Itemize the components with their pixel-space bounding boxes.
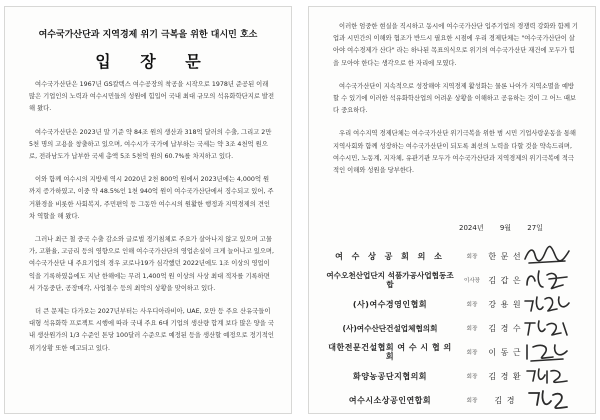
signatory-role: 회장 [466, 326, 478, 332]
signatory-org: 대한전문건설협회 여 수 시 협 의 회 [328, 343, 452, 361]
signatory-name: 김 경 수 [488, 323, 522, 333]
signatory-row [323, 269, 587, 291]
signatory-name: 김 갑 은 [488, 275, 522, 285]
signatory-row [323, 293, 587, 315]
statement-title: 입 장 문 [95, 52, 213, 71]
signatory-role: 회장 [466, 302, 478, 308]
signatory-role: 회장 [466, 254, 478, 260]
statement-page-right [308, 6, 596, 414]
signatory-org: 여수시소상공인연합회 [348, 395, 432, 405]
date-day: 27일 [527, 224, 543, 232]
statement-body-right [333, 21, 579, 188]
date-month: 9월 [499, 224, 512, 232]
signatory-row [323, 317, 587, 339]
signatory-name: 김 경 [494, 395, 516, 405]
signatory-role: 회장 [466, 374, 478, 380]
paragraph: 여수국가산단이 지속적으로 성장해야 지역경제 활성화는 물론 나아가 지역소멸을 예방할 수 있기에 이러한 석유화학산업의 어려운 상황을 이해하고 공유하는 것이 그 어느 때보다 중요하다. [333, 82, 576, 115]
signatory-name: 강 용 원 [488, 299, 522, 309]
signatory-row [323, 365, 587, 387]
signatory-org: (사)여수경영인협회 [352, 299, 428, 309]
signatory-org: 화양농공단지협의회 [352, 371, 428, 381]
signatory-name: 한 문 선 [488, 251, 522, 261]
paragraph: 여수국가산단은 2023년 말 기준 약 84조 원의 생산과 318억 달러의 수출, 그리고 2만 5천 명의 고용을 창출하고 있으며, 여수시가 국가에 납부하는 국세는 약 3조 4천억 원으로, 전라남도가 납부한 국세 총액 5조 5천억 원의 60.7%를 차지하고 있다. [29, 128, 272, 161]
signatory-role: 회장 [466, 350, 478, 356]
signatory-role: 회장 [466, 398, 478, 404]
paragraph: 우리 여수지역 경제단체는 여수국가산단 위기극복을 위한 범 시민 기업사랑운동을 통해 지역사회와 함께 성장하는 여수국가산단이 되도록 최선의 노력을 다할 것을 약속드리며, 여수시민, 노동계, 지자체, 유관기관 모두가 여수국가산단과 지역경제의 위기극복에 적극적인 이해와 성원을 당부한다. [333, 130, 576, 175]
signatory-name: 김 경 환 [488, 371, 522, 381]
paragraph: 이러한 엄중한 현실을 직시하고 동시에 여수국가산단 입주기업의 경쟁력 강화와 함께 기업과 시민간의 이해와 협조가 반드시 필요한 시점에 우리 경제단체는 "여수국가산단이 살아야 여수경제가 산다" 라는 하나된 목표의식으로 위기의 여수국가산단 재건에 모두가 힘을 모아야 한다는 생각으로 한 자리에 모였다. [333, 23, 578, 67]
signatory-org: 여 수 상 공 회 의 소 [335, 251, 445, 261]
paragraph: 더 큰 문제는 다가오는 2027년부터는 사우디아라비아, UAE, 오만 등 주요 산유국들이 대형 석유화학 프로젝트 시행에 따라 국내 주요 6대 기업의 생산량 합계 보다 많은 양을 국내 생산원가의 1/3 수준인 톤당 100달러 수준으로 예정된 등을 생산할 예정으로 정기적인 위기상황 또한 예고되고 있다. [29, 308, 274, 352]
paragraph: 이와 함께 여수시의 지방세 역시 2020년 2천 800억 원에서 2023년에는 4,000억 원까지 증가하였고, 이중 약 48.5%인 1천 940억 원이 여수국가산단에서 징수되고 있어, 주거환경을 비롯한 사회복지, 주민편익 등 그동안 여수시의 원활한 행정과 지역경제의 견인차 역할을 해 왔다. [29, 176, 274, 220]
signatory-org: (사)여수산단건설업체협의회 [342, 323, 438, 333]
paragraph: 그러나 최근 철 중국 수출 감소와 글로벌 경기침체로 주요가 살아나지 않고 있으며 고물가, 고환율, 고금리 등의 영향으로 인해 여수국가산단의 영업손실이 크게 늘어나고 있으며, 여수국가산단 내 주요기업의 경우 코로나19가 심각했던 2022년에도 1조 이상의 영업이익을 기록하였음에도 지난 한해에는 무려 1,400억 원 이상의 사상 최대 적자를 기록하면서 가동중단, 공장매각, 사업철수 등의 최악의 상황을 맞이하고 있다. [29, 236, 275, 292]
signatory-name: 이 동 근 [488, 347, 522, 357]
date-year: 2024년 [459, 224, 484, 232]
signatory-row [323, 245, 587, 267]
statement-body-left [29, 79, 275, 366]
signatory-org: 여수오천산업단지 석품가공사업협동조합 [326, 271, 454, 289]
statement-page-left [4, 6, 292, 414]
statement-subtitle: 여수국가산단과 지역경제 위기 극복을 위한 대시민 호소 [38, 30, 258, 40]
signatory-role: 이사장 [464, 278, 480, 284]
paragraph: 여수국가산단은 1967년 GS칼텍스 여수공장의 착공을 시작으로 1978년 준공된 이래 많은 기업인의 노력과 여수시민들의 성원에 힘입어 국내 최대 규모의 석유화학단지로 발전해 왔다. [29, 81, 275, 113]
signatory-row [323, 389, 587, 411]
handwritten-signature [519, 385, 573, 413]
signatory-row [323, 341, 587, 363]
statement-date [459, 223, 543, 233]
